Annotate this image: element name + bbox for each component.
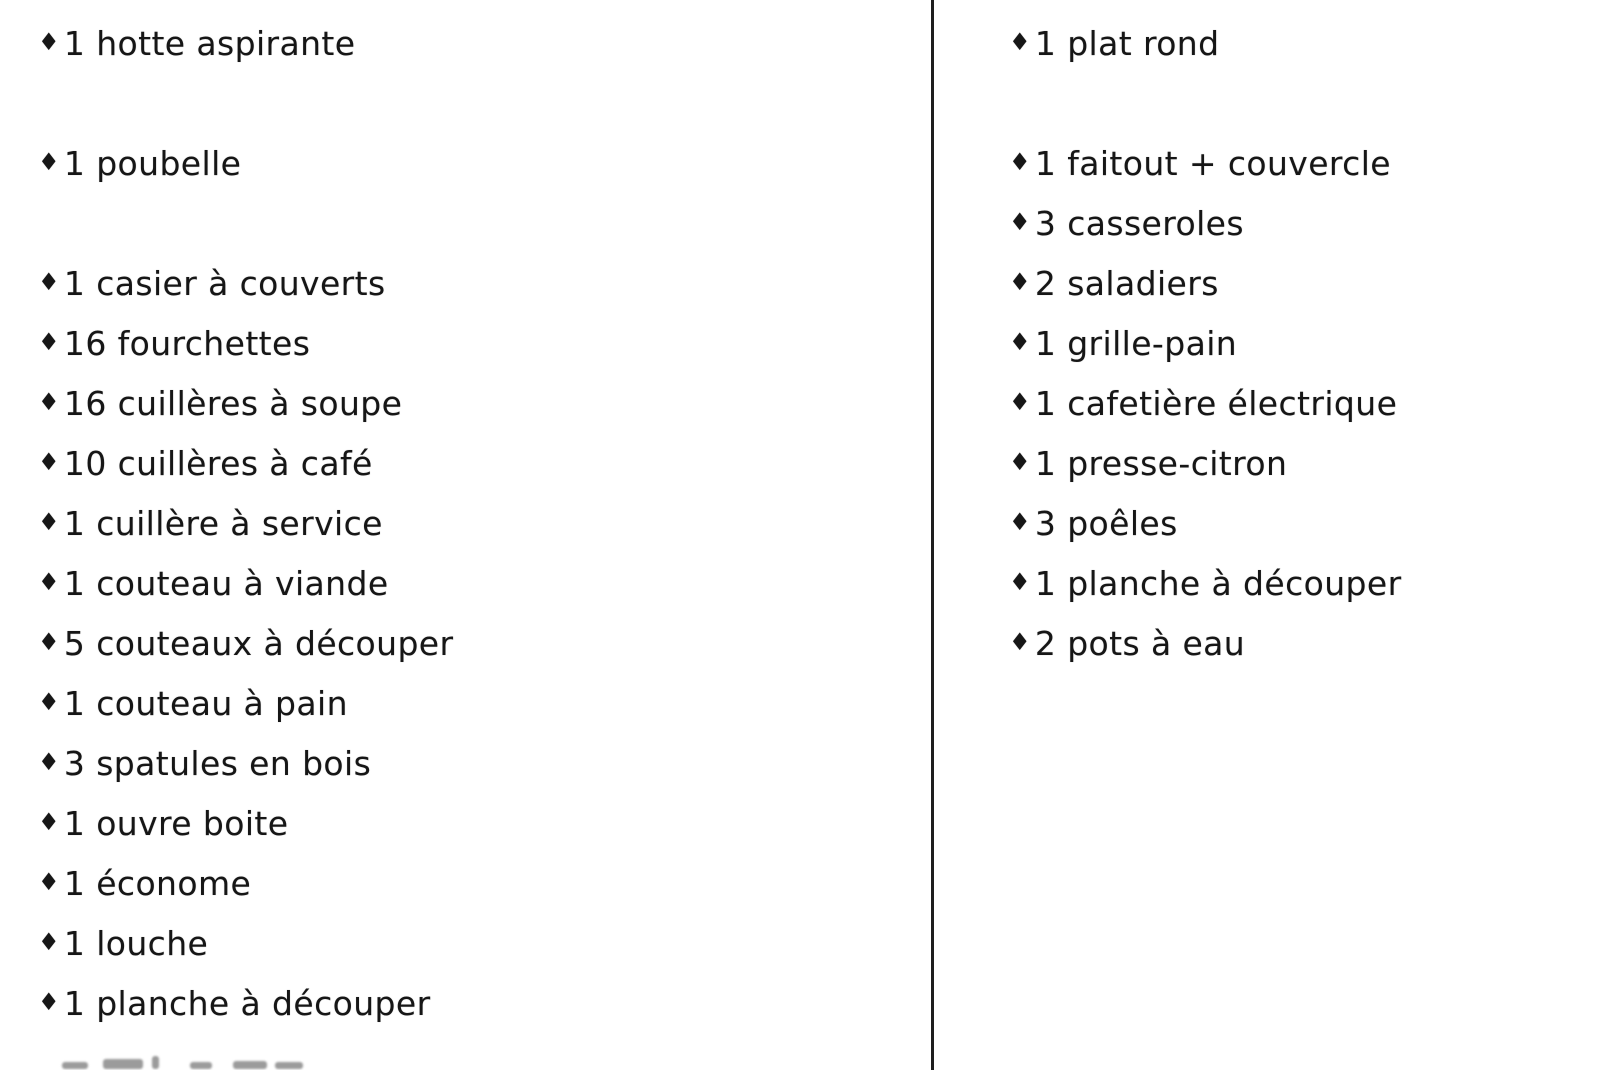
list-item — [1009, 13, 1402, 73]
list-item-text: 5 couteaux à découper — [63, 623, 454, 663]
diamond-bullet-icon: ♦ — [1009, 208, 1031, 236]
list-item — [38, 373, 453, 433]
list-item — [1009, 253, 1402, 313]
diamond-bullet-icon: ♦ — [1009, 268, 1031, 296]
left-column — [38, 13, 453, 1033]
list-item — [38, 13, 453, 73]
list-item-text: 1 couteau à pain — [63, 683, 348, 723]
diamond-bullet-icon: ♦ — [38, 568, 60, 596]
list-item-text: 3 spatules en bois — [63, 743, 372, 783]
list-item-text: 16 fourchettes — [63, 323, 311, 363]
list-item-text: 1 louche — [63, 923, 209, 963]
list-item — [38, 793, 453, 853]
list-item-text: 1 poubelle — [63, 143, 242, 183]
list-item-text: 1 cafetière électrique — [1034, 383, 1398, 423]
diamond-bullet-icon: ♦ — [38, 988, 60, 1016]
truncated-line-fragment — [152, 1056, 159, 1069]
list-item-text: 3 casseroles — [1034, 203, 1244, 243]
list-item — [38, 133, 453, 193]
truncated-line-fragment — [103, 1059, 143, 1069]
list-item — [1009, 613, 1402, 673]
column-divider — [931, 0, 934, 1070]
list-item — [38, 673, 453, 733]
list-item-text: 2 saladiers — [1034, 263, 1219, 303]
diamond-bullet-icon: ♦ — [1009, 388, 1031, 416]
list-item — [38, 253, 453, 313]
diamond-bullet-icon: ♦ — [38, 688, 60, 716]
diamond-bullet-icon: ♦ — [1009, 568, 1031, 596]
diamond-bullet-icon: ♦ — [38, 268, 60, 296]
diamond-bullet-icon: ♦ — [38, 388, 60, 416]
list-item — [38, 553, 453, 613]
diamond-bullet-icon: ♦ — [38, 628, 60, 656]
list-item-text: 3 poêles — [1034, 503, 1178, 543]
right-column — [1009, 13, 1402, 673]
list-item-text: 1 grille-pain — [1034, 323, 1238, 363]
list-item — [38, 493, 453, 553]
diamond-bullet-icon: ♦ — [38, 328, 60, 356]
truncated-line-fragment — [62, 1062, 88, 1069]
list-item-text: 1 faitout + couvercle — [1034, 143, 1391, 183]
diamond-bullet-icon: ♦ — [38, 28, 60, 56]
list-item-text: 1 planche à découper — [1034, 563, 1402, 603]
list-item-text: 1 ouvre boite — [63, 803, 289, 843]
diamond-bullet-icon: ♦ — [38, 868, 60, 896]
list-item-text: 10 cuillères à café — [63, 443, 373, 483]
list-item-text: 1 cuillère à service — [63, 503, 383, 543]
diamond-bullet-icon: ♦ — [1009, 628, 1031, 656]
truncated-line-fragment — [190, 1062, 212, 1069]
list-item — [38, 853, 453, 913]
list-item — [1009, 493, 1402, 553]
list-item-text: 16 cuillères à soupe — [63, 383, 403, 423]
list-item — [38, 733, 453, 793]
list-item — [1009, 133, 1402, 193]
list-item-text: 1 presse-citron — [1034, 443, 1288, 483]
diamond-bullet-icon: ♦ — [38, 448, 60, 476]
diamond-bullet-icon: ♦ — [38, 808, 60, 836]
diamond-bullet-icon: ♦ — [1009, 28, 1031, 56]
list-item — [1009, 433, 1402, 493]
list-item-text: 2 pots à eau — [1034, 623, 1246, 663]
list-item-text: 1 planche à découper — [63, 983, 431, 1023]
diamond-bullet-icon: ♦ — [38, 928, 60, 956]
list-item-text: 1 casier à couverts — [63, 263, 386, 303]
list-item — [38, 613, 453, 673]
list-item — [38, 433, 453, 493]
list-item-text: 1 plat rond — [1034, 23, 1220, 63]
list-item-text: 1 hotte aspirante — [63, 23, 356, 63]
list-item — [1009, 313, 1402, 373]
diamond-bullet-icon: ♦ — [1009, 448, 1031, 476]
truncated-line-fragment — [233, 1061, 267, 1069]
list-item — [38, 913, 453, 973]
diamond-bullet-icon: ♦ — [1009, 328, 1031, 356]
list-item — [38, 313, 453, 373]
list-item — [1009, 553, 1402, 613]
diamond-bullet-icon: ♦ — [38, 148, 60, 176]
diamond-bullet-icon: ♦ — [38, 748, 60, 776]
list-item — [1009, 193, 1402, 253]
list-item-text: 1 couteau à viande — [63, 563, 389, 603]
list-item — [38, 973, 453, 1033]
truncated-line-fragment — [275, 1062, 303, 1069]
list-item — [1009, 373, 1402, 433]
diamond-bullet-icon: ♦ — [1009, 508, 1031, 536]
diamond-bullet-icon: ♦ — [1009, 148, 1031, 176]
diamond-bullet-icon: ♦ — [38, 508, 60, 536]
list-item-text: 1 économe — [63, 863, 252, 903]
